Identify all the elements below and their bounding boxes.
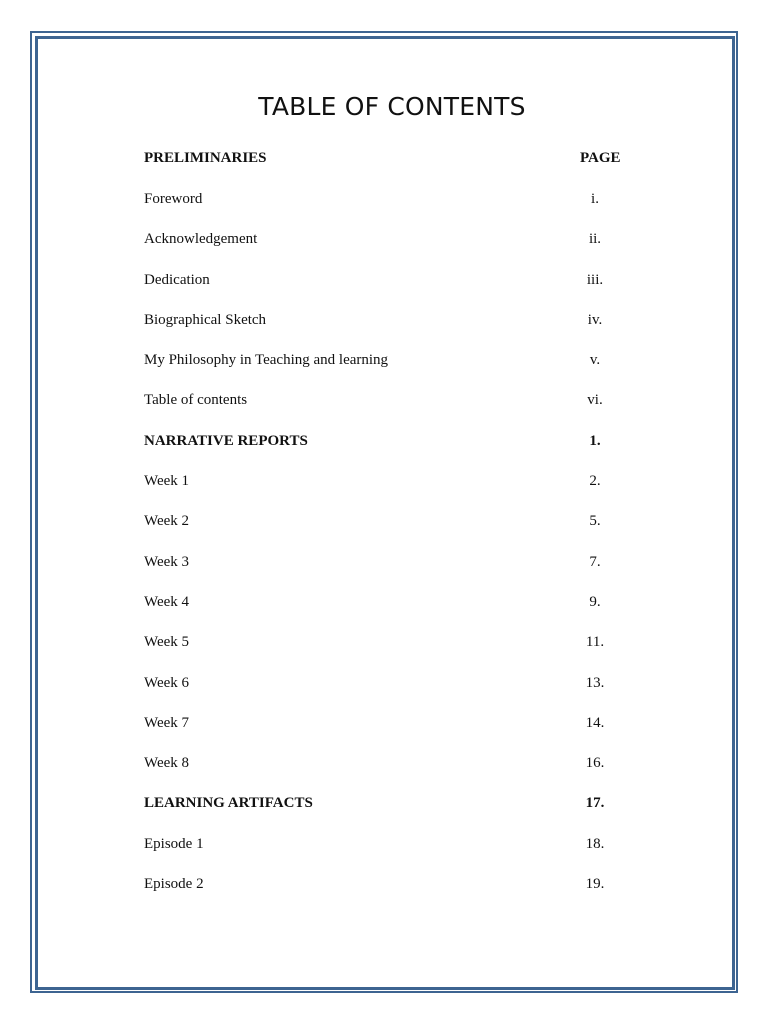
toc-section-row [144, 794, 644, 834]
toc-entry-page-number: v. [589, 352, 601, 369]
toc-entry-label: Foreword [144, 191, 203, 207]
toc-entry-label: Week 6 [144, 674, 190, 691]
toc-entry-row [144, 190, 644, 230]
toc-entry-label: Week 8 [144, 755, 190, 772]
toc-entry-page-number: iv. [587, 311, 603, 328]
toc-entry-row [144, 351, 644, 391]
toc-entry-page-number: 5. [589, 513, 601, 530]
toc-header [144, 150, 644, 170]
toc-entry-row [144, 835, 644, 875]
toc-entry-page-number: 19. [585, 876, 605, 893]
toc-entry-page-number: 2. [589, 473, 601, 490]
toc-entry-label: Week 2 [144, 513, 190, 530]
toc-entry-page-number: 14. [585, 714, 605, 731]
toc-entry-label: NARRATIVE REPORTS [144, 432, 308, 449]
toc-entry-label: Table of contents [144, 392, 248, 409]
toc-entry-page-number: 18. [585, 835, 605, 852]
toc-entry-page-number: 13. [585, 674, 605, 691]
toc-entry-row [144, 593, 644, 633]
toc-entry-label: Acknowledgement [144, 231, 258, 248]
toc-entry-page-number: 7. [589, 553, 601, 570]
toc-entry-label: My Philosophy in Teaching and learning [144, 352, 389, 369]
toc-entry-label: Week 7 [144, 714, 190, 731]
toc-list [144, 190, 644, 915]
toc-entry-row [144, 714, 644, 754]
toc-section-row [144, 432, 644, 472]
toc-entry-row [144, 311, 644, 351]
toc-entry-label: Week 3 [144, 553, 190, 570]
toc-entry-row [144, 271, 644, 311]
toc-entry-page-number: 17. [585, 795, 605, 812]
toc-entry-label: Week 4 [144, 593, 190, 610]
toc-entry-page-number: 11. [585, 634, 605, 651]
toc-header-section-label: PRELIMINARIES [144, 150, 267, 166]
toc-header-page-label: PAGE [580, 150, 621, 166]
toc-entry-page-number: 9. [589, 593, 601, 610]
toc-entry-label: LEARNING ARTIFACTS [144, 795, 313, 812]
toc-entry-page-number: iii. [586, 271, 604, 288]
toc-entry-row [144, 674, 644, 714]
toc-entry-label: Dedication [144, 271, 210, 288]
toc-entry-label: Week 5 [144, 634, 190, 651]
toc-entry-label: Biographical Sketch [144, 311, 267, 328]
toc-entry-row [144, 754, 644, 794]
toc-entry-row [144, 391, 644, 431]
toc-entry-label: Episode 2 [144, 876, 204, 893]
toc-entry-row [144, 875, 644, 915]
toc-entry-row [144, 512, 644, 552]
toc-entry-page-number: i. [591, 191, 599, 207]
toc-entry-page-number: 16. [585, 755, 605, 772]
toc-entry-label: Episode 1 [144, 835, 204, 852]
toc-entry-row [144, 230, 644, 270]
toc-entry-page-number: ii. [588, 231, 602, 248]
toc-entry-row [144, 472, 644, 512]
toc-entry-row [144, 553, 644, 593]
page-title: TABLE OF CONTENTS [258, 92, 526, 121]
toc-entry-row [144, 633, 644, 673]
toc-entry-label: Week 1 [144, 473, 190, 490]
toc-entry-page-number: vi. [587, 392, 603, 409]
toc-entry-page-number: 1. [589, 432, 601, 449]
